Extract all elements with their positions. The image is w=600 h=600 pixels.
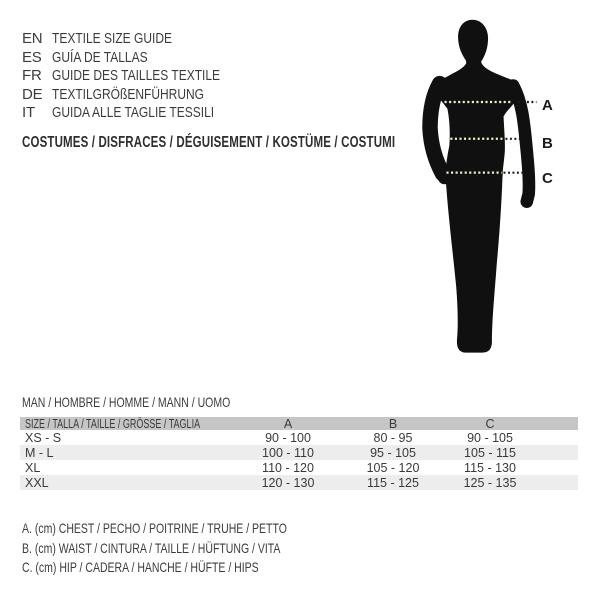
note-waist: B. (cm) WAIST / CINTURA / TAILLE / HÜFTUNG / VITA (22, 539, 281, 556)
value-cell-b: 105 - 120 (366, 460, 420, 475)
language-code: IT (22, 104, 35, 122)
list-item (22, 30, 262, 49)
value-cell-a: 120 - 130 (261, 475, 315, 490)
size-cell: XS - S (25, 430, 62, 445)
size-cell: XXL (25, 475, 49, 490)
value-cell-c: 125 - 135 (463, 475, 517, 490)
list-item (22, 67, 262, 86)
language-label: TEXTILE SIZE GUIDE (52, 30, 173, 47)
measurement-notes (22, 519, 375, 578)
table-row (20, 460, 578, 475)
language-code: FR (22, 67, 42, 85)
value-cell-b: 80 - 95 (373, 430, 413, 445)
size-header-text: SIZE / TALLA / TAILLE / GRÖSSE / TAGLIA (25, 416, 201, 431)
measure-label-a: A (542, 97, 553, 114)
size-cell: M - L (25, 445, 54, 460)
silhouette-right-arm (513, 86, 529, 202)
table-row (20, 445, 578, 460)
size-header-cell (25, 417, 268, 431)
table-header-row (20, 417, 578, 430)
language-code: ES (22, 48, 42, 66)
note-chest: A. (cm) CHEST / PECHO / POITRINE / TRUHE / PETTO (22, 520, 287, 536)
language-label: GUIDE DES TAILLES TEXTILE (52, 67, 221, 85)
value-cell-a: 90 - 100 (265, 430, 311, 445)
measure-label-c: C (542, 170, 553, 187)
value-cell-a: 110 - 120 (262, 460, 314, 475)
language-code: DE (22, 85, 43, 103)
column-header-b: B (388, 416, 398, 431)
table-row (20, 430, 578, 445)
silhouette-head (458, 20, 488, 72)
measure-label-b: B (542, 135, 553, 152)
value-cell-c: 90 - 105 (467, 430, 513, 445)
language-label: GUIDA ALLE TAGLIE TESSILI (52, 104, 215, 122)
language-label: TEXTILGRÖßENFÜHRUNG (52, 85, 205, 103)
list-item (22, 49, 262, 68)
silhouette-legs (445, 175, 502, 353)
man-silhouette (395, 12, 585, 372)
list-item (22, 86, 262, 105)
category-title: COSTUMES / DISFRACES / DÉGUISEMENT / KOSTÜME / COSTUMI (22, 134, 396, 151)
language-code: EN (22, 30, 43, 47)
table-group-title-text: MAN / HOMBRE / HOMME / MANN / UOMO (22, 394, 231, 410)
column-header-c: C (485, 416, 495, 431)
size-table (20, 417, 578, 490)
value-cell-c: 105 - 115 (464, 445, 516, 460)
value-cell-a: 100 - 110 (262, 445, 314, 460)
silhouette-torso (434, 62, 520, 176)
silhouette-left-arm (430, 84, 443, 174)
column-header-a: A (283, 416, 293, 431)
size-cell: XL (25, 460, 41, 475)
value-cell-b: 115 - 125 (367, 475, 419, 490)
list-item (22, 104, 262, 123)
language-list (22, 30, 262, 123)
value-cell-b: 95 - 105 (370, 445, 416, 460)
table-row (20, 475, 578, 490)
language-label: GUÍA DE TALLAS (52, 48, 148, 66)
value-cell-c: 115 - 130 (464, 460, 516, 475)
note-hip: C. (cm) HIP / CADERA / HANCHE / HÜFTE / HIPS (22, 559, 259, 575)
table-group-title (22, 394, 300, 410)
